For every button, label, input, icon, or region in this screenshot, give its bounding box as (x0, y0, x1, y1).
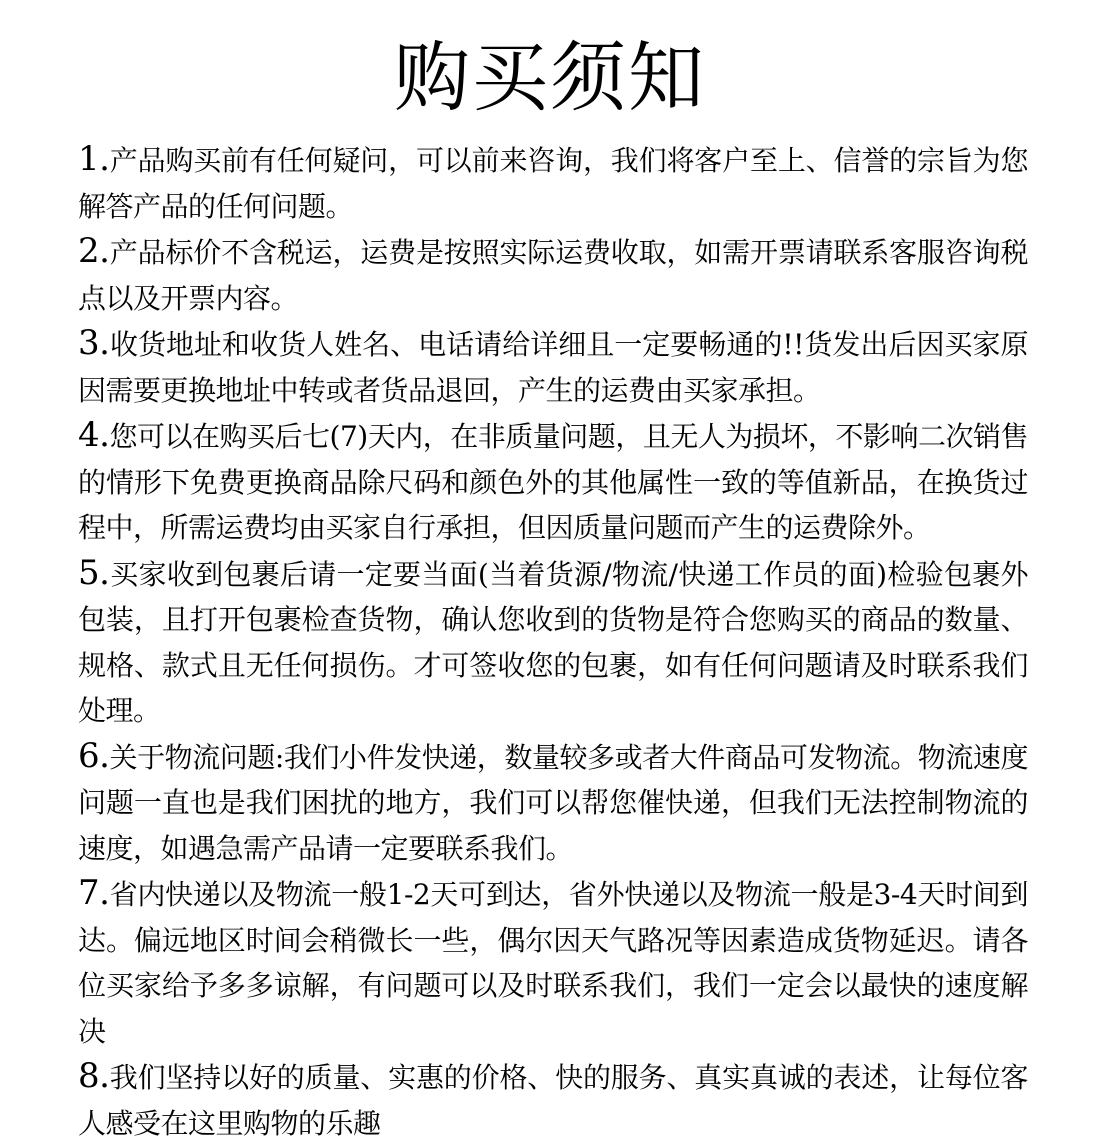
notice-number: 3. (78, 323, 110, 363)
notice-item-6 (78, 734, 1028, 872)
notice-item-3 (78, 321, 1028, 413)
notice-item-1 (78, 137, 1028, 229)
notice-number: 4. (78, 415, 110, 455)
notice-text: 关于物流问题:我们小件发快递，数量较多或者大件商品可发物流。物流速度问题一直也是我们困扰的地方，我们可以帮您催快递，但我们无法控制物流的速度，如遇急需产品请一定要联系我们。 (78, 740, 1028, 865)
notice-number: 8. (78, 1056, 110, 1096)
notice-number: 1. (78, 139, 110, 179)
notice-number: 7. (78, 873, 110, 913)
notice-text: 收货地址和收货人姓名、电话请给详细且一定要畅通的!!货发出后因买家原因需要更换地址中转或者货品退回，产生的运费由买家承担。 (78, 328, 1028, 407)
notice-text: 产品购买前有任何疑问，可以前来咨询，我们将客户至上、信誉的宗旨为您解答产品的任何问题。 (78, 144, 1028, 223)
notice-item-7 (78, 871, 1028, 1054)
notice-item-5 (78, 551, 1028, 734)
notice-text: 买家收到包裹后请一定要当面(当着货源/物流/快递工作员的面)检验包裹外包装，且打开包裹检查货物，确认您收到的货物是符合您购买的商品的数量、规格、款式且无任何损伤。才可签收您的包裹，如有任何问题请及时联系我们处理。 (78, 557, 1028, 727)
page-title: 购买须知 (394, 33, 706, 122)
notice-list (78, 137, 1028, 1146)
notice-text: 您可以在购买后七(7)天内，在非质量问题，且无人为损坏，不影响二次销售的情形下免费更换商品除尺码和颜色外的其他属性一致的等值新品，在换货过程中，所需运费均由买家自行承担，但因质量问题而产生的运费除外。 (78, 420, 1028, 544)
notice-number: 2. (78, 231, 110, 271)
notice-text: 省内快递以及物流一般1-2天可到达，省外快递以及物流一般是3-4天时间到达。偏远地区时间会稍微长一些，偶尔因天气路况等因素造成货物延迟。请各位买家给予多多谅解，有问题可以及时联系我们，我们一定会以最快的速度解决 (78, 878, 1028, 1048)
notice-item-4 (78, 413, 1028, 551)
notice-text: 产品标价不含税运，运费是按照实际运费收取，如需开票请联系客服咨询税点以及开票内容。 (78, 236, 1028, 315)
notice-item-2 (78, 229, 1028, 321)
notice-number: 6. (78, 735, 110, 776)
notice-text: 我们坚持以好的质量、实惠的价格、快的服务、真实真诚的表述，让每位客人感受在这里购物的乐趣 (78, 1061, 1028, 1140)
notice-number: 5. (78, 552, 110, 593)
notice-item-8 (78, 1054, 1028, 1146)
